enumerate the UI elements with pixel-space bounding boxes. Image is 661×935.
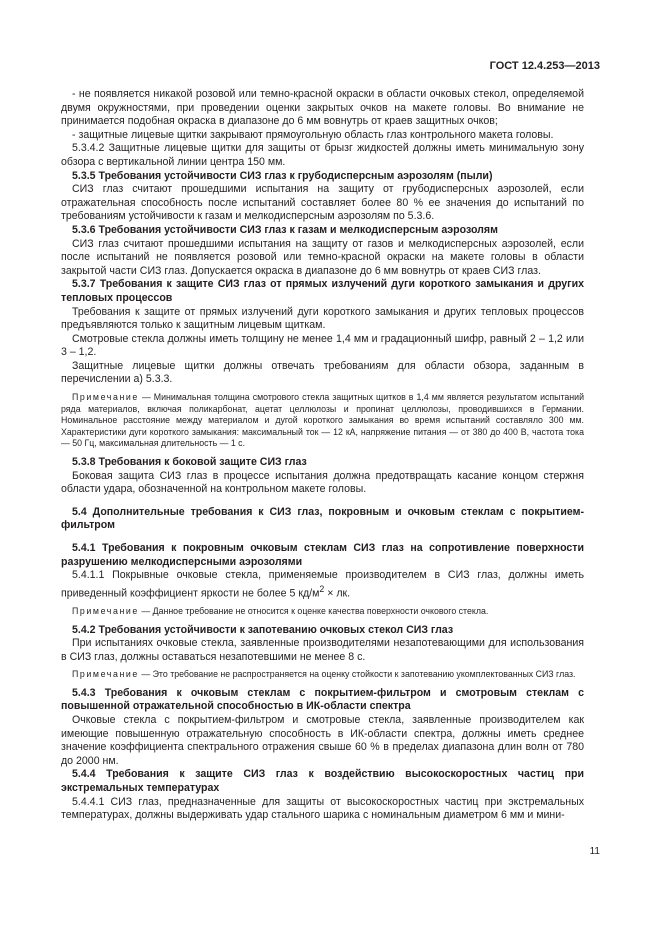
section-heading-5-4-3: 5.4.3 Требования к очковым стеклам с покрытием-фильтром и смотровым стеклам с повышенной отражательной способностью в ИК-области спектра: [61, 686, 584, 713]
superscript: 2: [319, 583, 325, 594]
paragraph: - не появляется никакой розовой или темно-красной окраски в области очковых стекол, определяемой двумя окружностями, при проведении оценки закрытых очков на макете головы. Во внимание не принимается подобная окраска в диапазоне до 6 мм вовнутрь от краев защитных очков;: [61, 88, 584, 128]
section-heading-5-3-7: 5.3.7 Требования к защите СИЗ глаз от прямых излучений дуги короткого замыкания и других тепловых процессов: [61, 278, 584, 304]
paragraph: Защитные лицевые щитки должны отвечать требованиям для области обзора, заданным в перечислении а) 5.3.3.: [61, 359, 584, 386]
paragraph: Смотровые стекла должны иметь толщину не менее 1,4 мм и градационный шифр, равный 2 – 1,2 или 3 – 1,2.: [61, 332, 584, 359]
paragraph: Очковые стекла с покрытием-фильтром и смотровые стекла, заявленные производителем как имеющие повышенную отражательную способность в ИК-области спектра, должны иметь среднее значение коэффициента спектрального отражения свыше 60 % в пределах диапазона длин волн от 780 до 2000 нм.: [61, 714, 584, 767]
page-content: [61, 88, 584, 823]
section-heading-5-3-8: 5.3.8 Требования к боковой защите СИЗ глаз: [72, 456, 307, 469]
paragraph: - защитные лицевые щитки закрывают прямоугольную область глаз контрольного макета головы.: [72, 128, 554, 141]
paragraph-text: × лк.: [324, 587, 351, 600]
section-heading-5-4: 5.4 Дополнительные требования к СИЗ глаз, покровным и очковым стеклам с покрытием-фильтром: [61, 505, 584, 532]
paragraph: Боковая защита СИЗ глаз в процессе испытания должна предотвращать касание концом стержня области удара, обозначенной на контрольном макете головы.: [61, 469, 584, 496]
page-number: 11: [589, 846, 600, 857]
section-heading-5-3-5: 5.3.5 Требования устойчивости СИЗ глаз к грубодисперсным аэрозолям (пыли): [72, 169, 493, 182]
section-heading-5-4-2: 5.4.2 Требования устойчивости к запотеванию очковых стекол СИЗ глаз: [72, 623, 454, 636]
note: [61, 669, 584, 681]
paragraph: [61, 569, 584, 601]
note: [61, 606, 584, 618]
paragraph: СИЗ глаз считают прошедшими испытания на защиту от газов и мелкодисперсных аэрозолей, если после испытаний не появляется розовой или темно-красной окраски на макете головы в области закрытой части СИЗ глаз. Допускается окраска в диапазоне до 6 мм вовнутрь от краев СИЗ глаз.: [61, 237, 584, 277]
paragraph: СИЗ глаз считают прошедшими испытания на защиту от грубодисперсных аэрозолей, если отражательная способность после испытаний составляет более 80 % ее значения до испытаний по требованиям устойчивости к газам и мелкодисперсным аэрозолям по 5.3.6.: [61, 183, 584, 223]
paragraph: При испытаниях очковые стекла, заявленные производителями незапотевающими для использования в СИЗ глаз, должны оставаться незапотевшими не менее 8 с.: [61, 637, 584, 663]
note-text: — Это требование не распространяется на оценку стойкости к запотеванию укомплектованных СИЗ глаз.: [138, 669, 576, 680]
note-label: Примечание: [72, 605, 139, 616]
note-label: Примечание: [72, 392, 139, 403]
note-text: — Данное требование не относится к оценке качества поверхности очкового стекла.: [138, 605, 489, 616]
paragraph: 5.4.4.1 СИЗ глаз, предназначенные для защиты от высокоскоростных частиц при экстремальных температурах, должны выдерживать удар стального шарика с номинальным диаметром 6 мм и мини-: [61, 795, 584, 822]
note: [61, 392, 584, 450]
paragraph-text: 5.4.1.1 Покрывные очковые стекла, применяемые производителем в СИЗ глаз, должны иметь приведенный коэффициент яркости не более 5 кд/м: [61, 569, 584, 600]
paragraph: Требования к защите от прямых излучений дуги короткого замыкания и других тепловых процессов предъявляются только к защитным лицевым щиткам.: [61, 305, 584, 332]
note-text: — Минимальная толщина смотрового стекла защитных щитков в 1,4 мм является результатом испытаний ряда материалов, включая поликарбонат, ацетат целлюлозы и пропинат целлюлозы, проводившихся в Германии. Номинальное расстояние между материалом и дугой короткого замыкания во время испытаний составляло 300 мм. Характеристики дуги короткого замыкания: максимальный ток — 12 кА, напряжение питания — от 380 до 400 В, частота тока — 50 Гц, максимальная длительность — 1 с.: [61, 392, 584, 449]
section-heading-5-4-4: 5.4.4 Требования к защите СИЗ глаз к воздействию высокоскоростных частиц при экстремальных температурах: [61, 768, 584, 795]
paragraph: 5.3.4.2 Защитные лицевые щитки для защиты от брызг жидкостей должны иметь минимальную зону обзора с вертикальной линии центра 150 мм.: [61, 142, 584, 168]
page-header-standard: ГОСТ 12.4.253—2013: [489, 60, 600, 72]
section-heading-5-4-1: 5.4.1 Требования к покровным очковым стеклам СИЗ глаз на сопротивление поверхности разрушению мелкодисперсными аэрозолями: [61, 542, 584, 568]
note-label: Примечание: [72, 669, 139, 680]
section-heading-5-3-6: 5.3.6 Требования устойчивости СИЗ глаз к газам и мелкодисперсным аэрозолям: [72, 223, 498, 236]
